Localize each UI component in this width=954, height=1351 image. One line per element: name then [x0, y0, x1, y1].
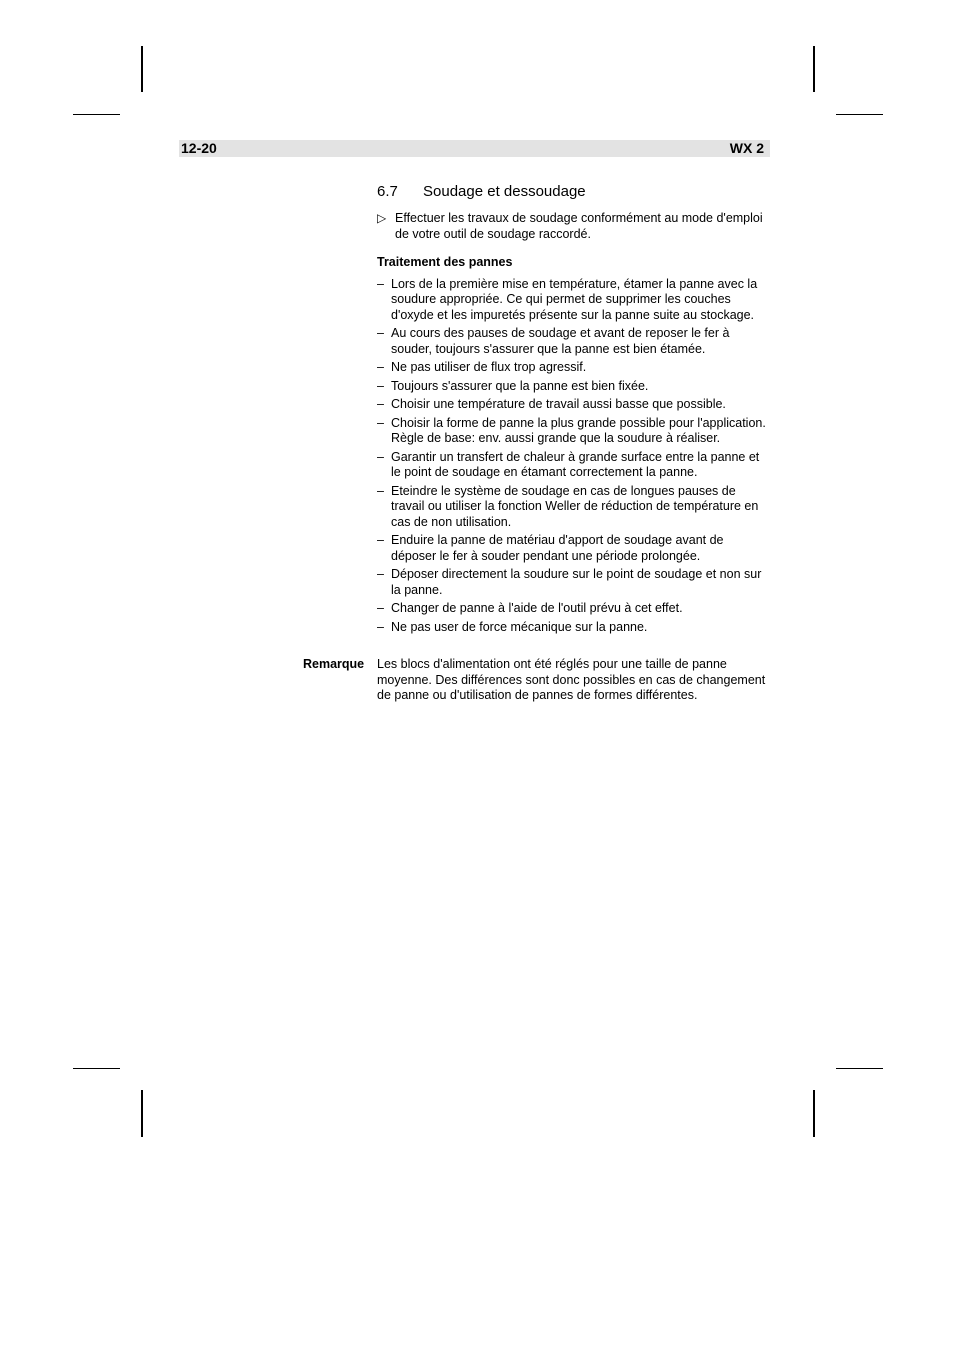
dash-icon: –: [377, 360, 384, 374]
section-number: 6.7: [377, 183, 398, 200]
dash-icon: –: [377, 619, 384, 634]
list-item-text: Changer de panne à l'aide de l'outil prévu à cet effet.: [391, 601, 683, 615]
list-item-text: Enduire la panne de matériau d'apport de soudage avant de déposer le fer à souder pendant une période prolongée.: [391, 533, 724, 563]
list-item-text: Déposer directement la soudure sur le point de soudage et non sur la panne.: [391, 567, 762, 597]
list-item-text: Au cours des pauses de soudage et avant de reposer le fer à souder, toujours s'assurer que la panne est bien étamée.: [391, 326, 730, 356]
list-item: [377, 450, 770, 481]
list-item: [377, 326, 770, 357]
dash-icon: –: [377, 449, 384, 464]
list-item-text: Garantir un transfert de chaleur à grande surface entre la panne et le point de soudage en étamant correctement la panne.: [391, 449, 760, 479]
page-number: 12-20: [181, 140, 217, 156]
list-item: [377, 620, 770, 636]
dash-icon: –: [377, 533, 384, 547]
list-item: [377, 484, 770, 531]
list-item: [377, 567, 770, 598]
crop-mark-top-left-vertical: [141, 46, 143, 92]
note-block: [303, 657, 770, 704]
tips-list: [377, 277, 770, 636]
dash-icon: –: [377, 567, 384, 581]
product-name: WX 2: [729, 140, 764, 156]
list-item: [377, 379, 770, 395]
section-content: [377, 182, 770, 638]
dash-icon: –: [377, 326, 384, 340]
section-title: Soudage et dessoudage: [423, 183, 586, 200]
dash-icon: –: [377, 397, 384, 411]
list-item: [377, 360, 770, 376]
instruction-step: [377, 211, 770, 242]
dash-icon: –: [377, 483, 384, 498]
dash-icon: –: [377, 276, 384, 291]
crop-mark-bottom-left-vertical: [141, 1090, 143, 1137]
page-header: [179, 140, 770, 157]
list-item-text: Choisir la forme de panne la plus grande possible pour l'application. Règle de base: env. aussi grande que la soudure à réaliser.: [391, 415, 766, 445]
list-item: [377, 601, 770, 617]
dash-icon: –: [377, 415, 384, 430]
crop-mark-top-right-horizontal: [836, 114, 883, 115]
triangle-right-icon: ▷: [377, 211, 387, 225]
list-item: [377, 533, 770, 564]
section-heading: [377, 182, 770, 202]
list-item: [377, 277, 770, 324]
list-item-text: Toujours s'assurer que la panne est bien fixée.: [391, 378, 649, 393]
list-item-text: Lors de la première mise en température, étamer la panne avec la soudure appropriée. Ce qui permet de supprimer les couches d'oxyde et les impuretés présente sur la panne suite au stockage.: [391, 276, 758, 322]
dash-icon: –: [377, 378, 384, 393]
list-item: [377, 397, 770, 413]
list-item-text: Ne pas user de force mécanique sur la panne.: [391, 619, 648, 634]
list-item-text: Choisir une température de travail aussi basse que possible.: [391, 397, 726, 411]
instruction-text: Effectuer les travaux de soudage conformément au mode d'emploi de votre outil de soudage raccordé.: [395, 211, 763, 241]
crop-mark-top-right-vertical: [813, 46, 815, 92]
list-item-text: Eteindre le système de soudage en cas de longues pauses de travail ou utiliser la fonction Weller de réduction de température en cas de non utilisation.: [391, 483, 759, 529]
crop-mark-bottom-right-horizontal: [836, 1068, 883, 1069]
crop-mark-bottom-left-horizontal: [73, 1068, 120, 1069]
dash-icon: –: [377, 601, 384, 615]
crop-mark-bottom-right-vertical: [813, 1090, 815, 1137]
list-item: [377, 416, 770, 447]
crop-mark-top-left-horizontal: [73, 114, 120, 115]
tips-heading: Traitement des pannes: [377, 255, 513, 269]
list-item-text: Ne pas utiliser de flux trop agressif.: [391, 360, 587, 374]
note-text: Les blocs d'alimentation ont été réglés pour une taille de panne moyenne. Des différences sont donc possibles en cas de changement de panne ou d'utilisation de pannes de formes différentes.: [377, 657, 766, 702]
note-label: Remarque: [303, 657, 365, 671]
